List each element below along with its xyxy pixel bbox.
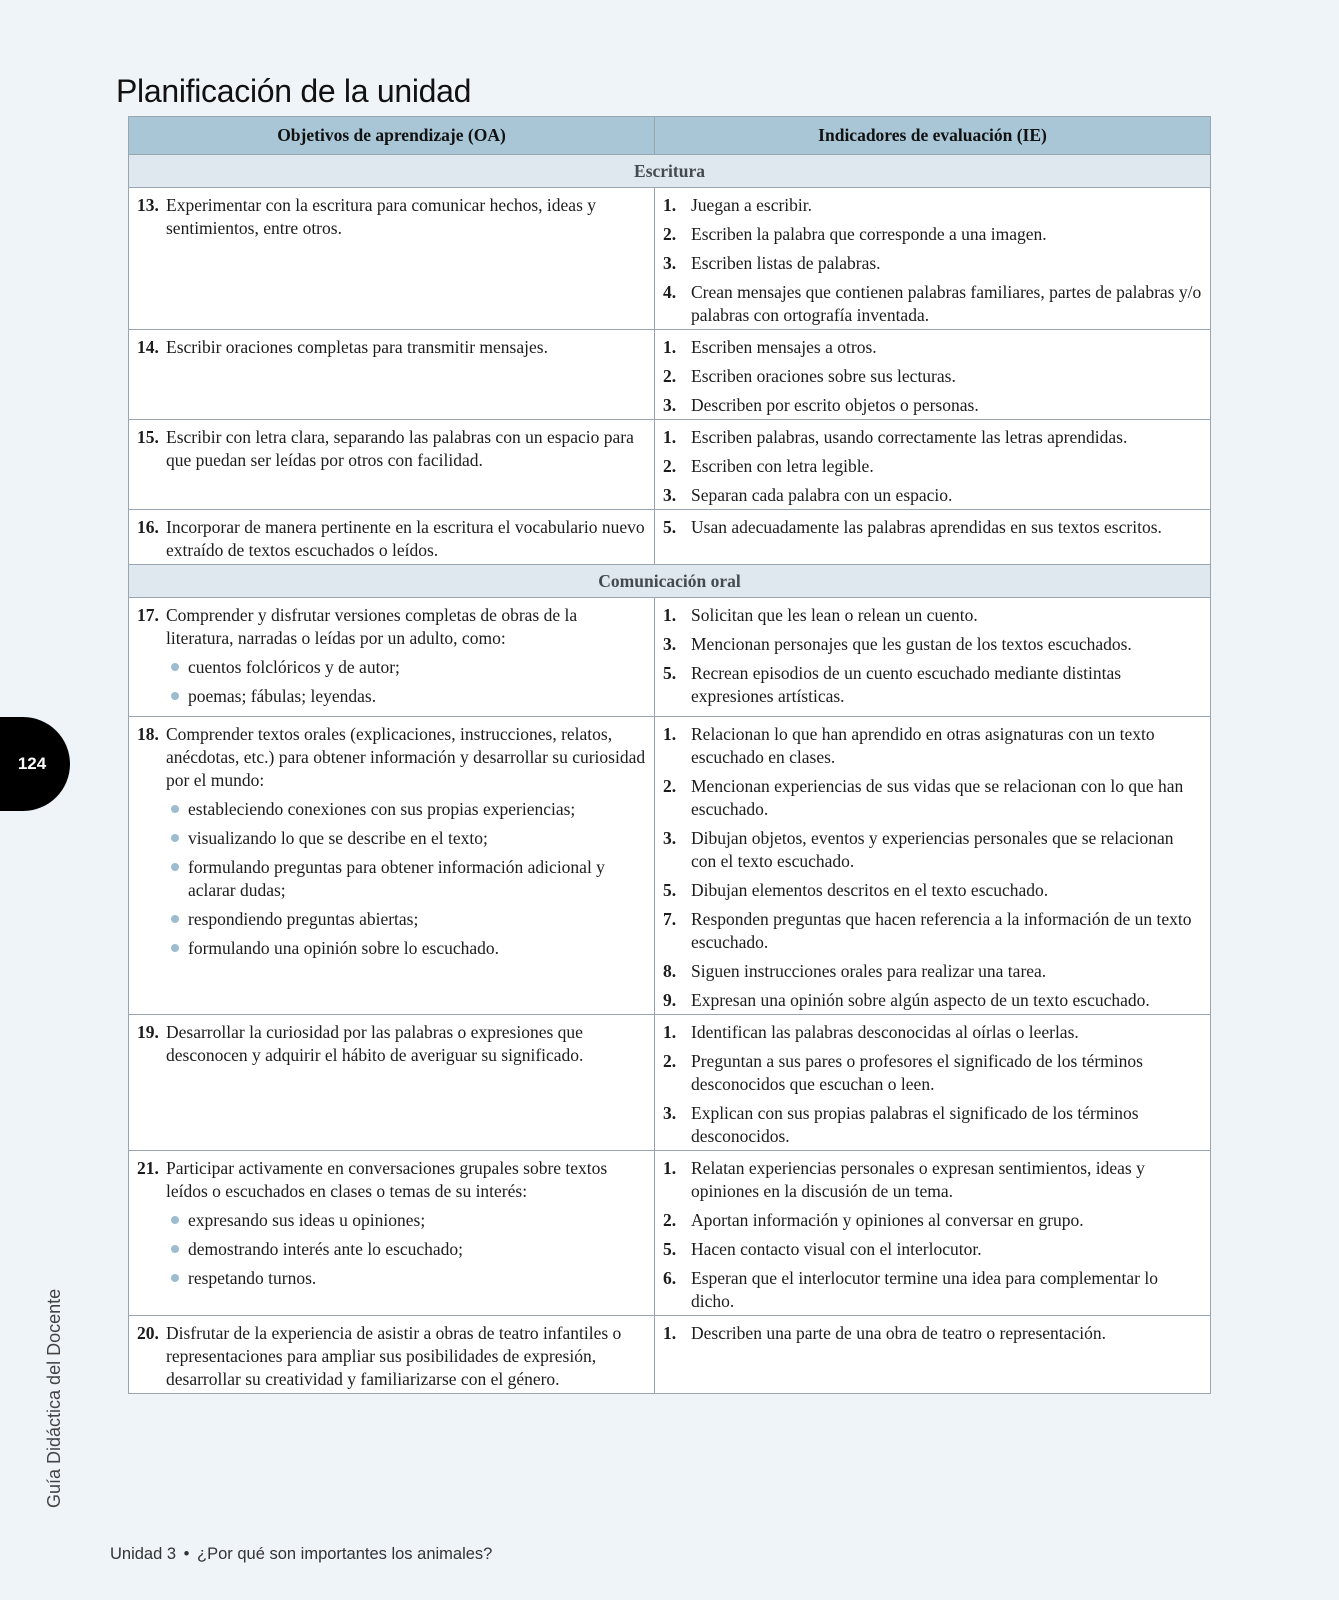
ie-item	[663, 960, 1202, 983]
oa-bullet-item	[137, 1267, 646, 1290]
page-title: Planificación de la unidad	[116, 73, 472, 110]
side-label: Guía Didáctica del Docente	[44, 1288, 64, 1508]
table-row	[129, 1151, 1211, 1316]
ie-item	[663, 1157, 1202, 1203]
oa-cell	[129, 510, 655, 565]
ie-text: Usan adecuadamente las palabras aprendidas en sus textos escritos.	[691, 517, 1162, 537]
ie-item	[663, 633, 1202, 656]
oa-text: Comprender textos orales (explicaciones, instrucciones, relatos, anécdotas, etc.) para obtener información y desarrollar su curiosidad por el mundo:	[166, 724, 646, 790]
oa-bullet-list	[137, 1209, 646, 1290]
oa-bullet-list	[137, 798, 646, 960]
ie-text: Explican con sus propias palabras el significado de los términos desconocidos.	[691, 1103, 1139, 1146]
oa-text: Incorporar de manera pertinente en la escritura el vocabulario nuevo extraído de textos escuchados o leídos.	[166, 517, 645, 560]
ie-item	[663, 908, 1202, 954]
bullet-icon	[171, 1245, 179, 1253]
ie-text: Escriben oraciones sobre sus lecturas.	[691, 366, 956, 386]
footer-separator: •	[183, 1545, 190, 1563]
oa-cell	[129, 188, 655, 330]
bullet-icon	[171, 1274, 179, 1282]
ie-text: Responden preguntas que hacen referencia a la información de un texto escuchado.	[691, 909, 1192, 952]
ie-number: 2.	[663, 456, 677, 476]
ie-text: Separan cada palabra con un espacio.	[691, 485, 953, 505]
ie-number: 3.	[663, 485, 677, 505]
footer	[110, 1545, 492, 1564]
section-row	[129, 565, 1211, 598]
bullet-icon	[171, 805, 179, 813]
oa-item	[137, 723, 646, 792]
header-ie: Indicadores de evaluación (IE)	[655, 117, 1211, 155]
ie-text: Recrean episodios de un cuento escuchado mediante distintas expresiones artísticas.	[691, 663, 1122, 706]
ie-number: 1.	[663, 1323, 677, 1343]
ie-item	[663, 455, 1202, 478]
table-row	[129, 598, 1211, 717]
ie-item	[663, 1322, 1202, 1345]
oa-cell	[129, 1151, 655, 1316]
ie-item	[663, 1238, 1202, 1261]
ie-text: Escriben listas de palabras.	[691, 253, 881, 273]
oa-number: 17.	[137, 605, 159, 625]
ie-text: Escriben con letra legible.	[691, 456, 874, 476]
table-header-row	[129, 117, 1211, 155]
ie-text: Escriben la palabra que corresponde a una imagen.	[691, 224, 1047, 244]
oa-bullet-item	[137, 937, 646, 960]
ie-number: 1.	[663, 1022, 677, 1042]
table-row	[129, 1316, 1211, 1394]
ie-item	[663, 775, 1202, 821]
footer-title: ¿Por qué son importantes los animales?	[197, 1545, 493, 1563]
oa-text: Escribir con letra clara, separando las palabras con un espacio para que puedan ser leídas por otros con facilidad.	[166, 427, 634, 470]
oa-cell	[129, 717, 655, 1015]
bullet-icon	[171, 863, 179, 871]
ie-text: Esperan que el interlocutor termine una idea para complementar lo dicho.	[691, 1268, 1158, 1311]
ie-item	[663, 336, 1202, 359]
ie-number: 3.	[663, 634, 677, 654]
ie-text: Juegan a escribir.	[691, 195, 812, 215]
ie-text: Hacen contacto visual con el interlocutor.	[691, 1239, 982, 1259]
oa-bullet-item	[137, 827, 646, 850]
ie-cell	[655, 420, 1211, 510]
ie-cell	[655, 1015, 1211, 1151]
ie-item	[663, 723, 1202, 769]
table-row	[129, 330, 1211, 420]
oa-bullet-item	[137, 1238, 646, 1261]
bullet-icon	[171, 663, 179, 671]
ie-number: 5.	[663, 880, 677, 900]
ie-number: 5.	[663, 663, 677, 683]
ie-text: Escriben mensajes a otros.	[691, 337, 877, 357]
oa-bullet-text: respetando turnos.	[188, 1268, 317, 1288]
bullet-icon	[171, 834, 179, 842]
oa-cell	[129, 598, 655, 717]
ie-text: Solicitan que les lean o relean un cuento.	[691, 605, 978, 625]
oa-text: Disfrutar de la experiencia de asistir a obras de teatro infantiles o representaciones para ampliar sus posibilidades de expresión, desarrollar su creatividad y familiarizarse con el género.	[166, 1323, 622, 1389]
oa-number: 15.	[137, 427, 159, 447]
oa-item	[137, 604, 646, 650]
ie-number: 1.	[663, 337, 677, 357]
ie-item	[663, 1209, 1202, 1232]
oa-bullet-text: poemas; fábulas; leyendas.	[188, 686, 377, 706]
table-row	[129, 1015, 1211, 1151]
ie-text: Expresan una opinión sobre algún aspecto de un texto escuchado.	[691, 990, 1150, 1010]
oa-bullet-item	[137, 856, 646, 902]
page-number-tab	[0, 717, 70, 811]
ie-text: Describen por escrito objetos o personas.	[691, 395, 979, 415]
ie-item	[663, 1267, 1202, 1313]
ie-item	[663, 223, 1202, 246]
ie-text: Dibujan objetos, eventos y experiencias personales que se relacionan con el texto escuchado.	[691, 828, 1174, 871]
header-oa: Objetivos de aprendizaje (OA)	[129, 117, 655, 155]
oa-bullet-item	[137, 1209, 646, 1232]
oa-item	[137, 516, 646, 562]
oa-number: 18.	[137, 724, 159, 744]
oa-cell	[129, 1015, 655, 1151]
ie-cell	[655, 1151, 1211, 1316]
oa-bullet-text: cuentos folclóricos y de autor;	[188, 657, 400, 677]
oa-item	[137, 1021, 646, 1067]
oa-number: 14.	[137, 337, 159, 357]
ie-text: Mencionan personajes que les gustan de los textos escuchados.	[691, 634, 1132, 654]
oa-number: 21.	[137, 1158, 159, 1178]
oa-number: 13.	[137, 195, 159, 215]
ie-number: 3.	[663, 395, 677, 415]
oa-item	[137, 426, 646, 472]
oa-bullet-item	[137, 908, 646, 931]
ie-number: 2.	[663, 224, 677, 244]
ie-number: 2.	[663, 776, 677, 796]
ie-number: 8.	[663, 961, 677, 981]
ie-text: Aportan información y opiniones al conversar en grupo.	[691, 1210, 1084, 1230]
bullet-icon	[171, 944, 179, 952]
ie-cell	[655, 330, 1211, 420]
table-body	[129, 155, 1211, 1394]
table-row	[129, 717, 1211, 1015]
bullet-icon	[171, 1216, 179, 1224]
ie-number: 2.	[663, 366, 677, 386]
ie-number: 1.	[663, 605, 677, 625]
ie-number: 3.	[663, 1103, 677, 1123]
bullet-icon	[171, 915, 179, 923]
ie-number: 5.	[663, 1239, 677, 1259]
ie-text: Dibujan elementos descritos en el texto escuchado.	[691, 880, 1049, 900]
ie-cell	[655, 717, 1211, 1015]
oa-item	[137, 336, 646, 359]
ie-cell	[655, 598, 1211, 717]
ie-cell	[655, 510, 1211, 565]
ie-number: 5.	[663, 517, 677, 537]
ie-text: Describen una parte de una obra de teatro o representación.	[691, 1323, 1106, 1343]
oa-text: Participar activamente en conversaciones grupales sobre textos leídos o escuchados en clases o temas de su interés:	[166, 1158, 608, 1201]
ie-item	[663, 827, 1202, 873]
oa-text: Desarrollar la curiosidad por las palabras o expresiones que desconocen y adquirir el hábito de averiguar su significado.	[166, 1022, 584, 1065]
ie-cell	[655, 1316, 1211, 1394]
footer-unit: Unidad 3	[110, 1545, 177, 1563]
ie-item	[663, 516, 1202, 539]
section-title: Escritura	[129, 155, 1211, 188]
ie-number: 6.	[663, 1268, 677, 1288]
bullet-icon	[171, 692, 179, 700]
ie-text: Preguntan a sus pares o profesores el significado de los términos desconocidos que escuchan o leen.	[691, 1051, 1143, 1094]
ie-item	[663, 1102, 1202, 1148]
ie-number: 1.	[663, 724, 677, 744]
ie-number: 3.	[663, 828, 677, 848]
ie-item	[663, 604, 1202, 627]
oa-text: Escribir oraciones completas para transmitir mensajes.	[166, 337, 548, 357]
ie-text: Crean mensajes que contienen palabras familiares, partes de palabras y/o palabras con ortografía inventada.	[691, 282, 1202, 325]
ie-item	[663, 281, 1202, 327]
planning-table	[128, 116, 1211, 1394]
ie-number: 9.	[663, 990, 677, 1010]
oa-text: Comprender y disfrutar versiones completas de obras de la literatura, narradas o leídas por un adulto, como:	[166, 605, 578, 648]
ie-item	[663, 1021, 1202, 1044]
ie-item	[663, 484, 1202, 507]
oa-bullet-list	[137, 656, 646, 708]
ie-number: 2.	[663, 1051, 677, 1071]
ie-text: Mencionan experiencias de sus vidas que se relacionan con lo que han escuchado.	[691, 776, 1184, 819]
ie-item	[663, 394, 1202, 417]
ie-cell	[655, 188, 1211, 330]
ie-item	[663, 879, 1202, 902]
table-row	[129, 510, 1211, 565]
oa-cell	[129, 330, 655, 420]
ie-text: Identifican las palabras desconocidas al oírlas o leerlas.	[691, 1022, 1079, 1042]
oa-bullet-item	[137, 656, 646, 679]
oa-item	[137, 1157, 646, 1203]
oa-cell	[129, 1316, 655, 1394]
oa-bullet-text: visualizando lo que se describe en el texto;	[188, 828, 488, 848]
oa-number: 16.	[137, 517, 159, 537]
oa-item	[137, 194, 646, 240]
ie-text: Escriben palabras, usando correctamente las letras aprendidas.	[691, 427, 1128, 447]
ie-item	[663, 365, 1202, 388]
ie-number: 1.	[663, 1158, 677, 1178]
table-row	[129, 188, 1211, 330]
ie-number: 1.	[663, 195, 677, 215]
section-row	[129, 155, 1211, 188]
ie-number: 2.	[663, 1210, 677, 1230]
oa-bullet-item	[137, 685, 646, 708]
ie-item	[663, 426, 1202, 449]
oa-text: Experimentar con la escritura para comunicar hechos, ideas y sentimientos, entre otros.	[166, 195, 597, 238]
section-title: Comunicación oral	[129, 565, 1211, 598]
ie-text: Relacionan lo que han aprendido en otras asignaturas con un texto escuchado en clases.	[691, 724, 1155, 767]
oa-bullet-text: respondiendo preguntas abiertas;	[188, 909, 419, 929]
oa-bullet-text: formulando una opinión sobre lo escuchado.	[188, 938, 500, 958]
ie-number: 3.	[663, 253, 677, 273]
ie-item	[663, 1050, 1202, 1096]
ie-number: 7.	[663, 909, 677, 929]
table-row	[129, 420, 1211, 510]
oa-bullet-text: estableciendo conexiones con sus propias experiencias;	[188, 799, 576, 819]
ie-item	[663, 662, 1202, 708]
ie-text: Siguen instrucciones orales para realizar una tarea.	[691, 961, 1047, 981]
oa-bullet-text: expresando sus ideas u opiniones;	[188, 1210, 426, 1230]
oa-bullet-text: formulando preguntas para obtener información adicional y aclarar dudas;	[188, 857, 605, 900]
page-number: 124	[17, 754, 47, 773]
oa-number: 20.	[137, 1323, 159, 1343]
oa-cell	[129, 420, 655, 510]
oa-number: 19.	[137, 1022, 159, 1042]
ie-text: Relatan experiencias personales o expresan sentimientos, ideas y opiniones en la discusión de un tema.	[691, 1158, 1145, 1201]
oa-bullet-item	[137, 798, 646, 821]
oa-item	[137, 1322, 646, 1391]
ie-number: 1.	[663, 427, 677, 447]
ie-item	[663, 194, 1202, 217]
ie-item	[663, 989, 1202, 1012]
ie-number: 4.	[663, 282, 677, 302]
oa-bullet-text: demostrando interés ante lo escuchado;	[188, 1239, 464, 1259]
ie-item	[663, 252, 1202, 275]
